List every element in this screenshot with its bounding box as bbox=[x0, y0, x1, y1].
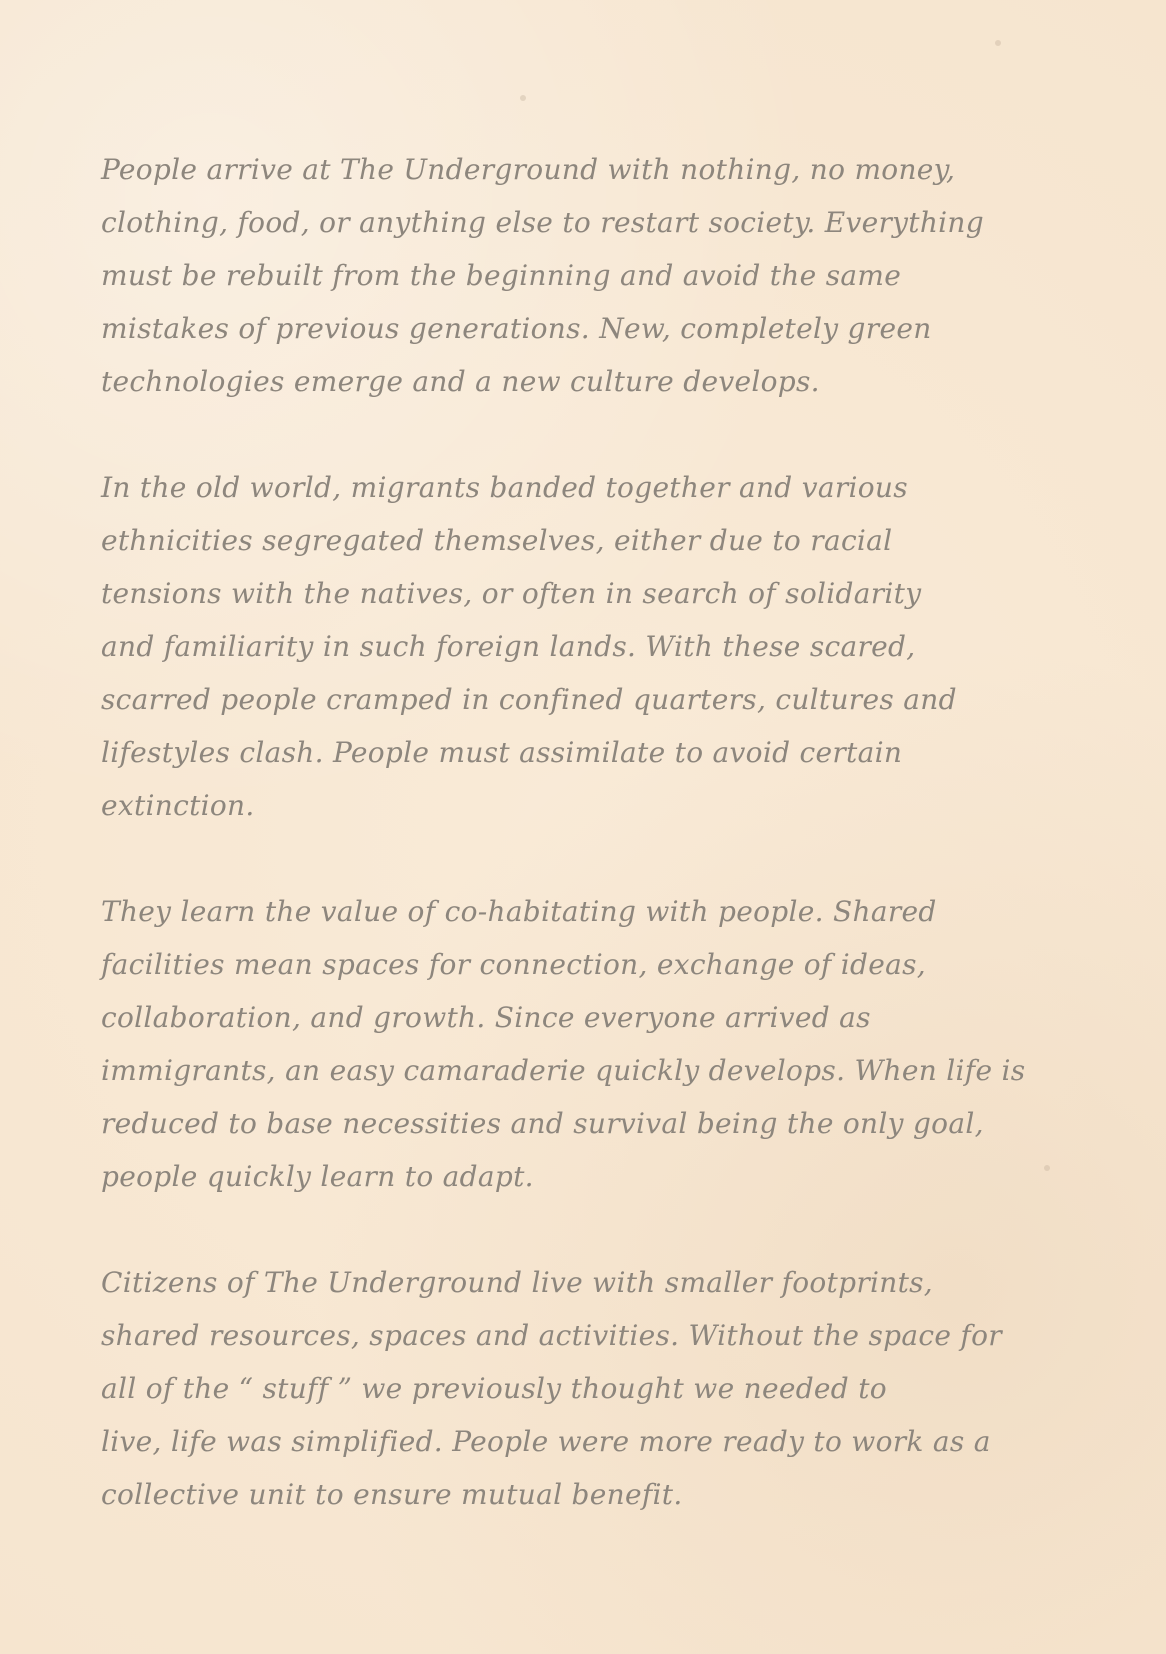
text-line: mistakes of previous generations. New, completely green bbox=[101, 312, 932, 345]
paragraph-3 bbox=[101, 885, 1081, 1203]
text-line: reduced to base necessities and survival being the only goal, bbox=[101, 1107, 984, 1140]
text-line: In the old world, migrants banded together and various bbox=[101, 471, 908, 504]
text-line: People arrive at The Underground with nothing, no money, bbox=[101, 153, 956, 186]
text-line: and familiarity in such foreign lands. With these scared, bbox=[101, 630, 916, 663]
text-line: must be rebuilt from the beginning and avoid the same bbox=[101, 259, 902, 292]
text-line: tensions with the natives, or often in search of solidarity bbox=[101, 577, 922, 610]
text-line: shared resources, spaces and activities. Without the space for bbox=[101, 1319, 1002, 1352]
paper-speck bbox=[520, 95, 526, 101]
text-line: technologies emerge and a new culture develops. bbox=[101, 365, 820, 398]
paper-speck bbox=[995, 40, 1001, 46]
text-line: live, life was simplified. People were more ready to work as a bbox=[101, 1425, 991, 1458]
text-line: ethnicities segregated themselves, either due to racial bbox=[101, 524, 893, 557]
text-line: scarred people cramped in confined quarters, cultures and bbox=[101, 683, 957, 716]
text-line: clothing, food, or anything else to restart society. Everything bbox=[101, 206, 984, 239]
paragraph-2 bbox=[101, 461, 1081, 832]
text-line: collaboration, and growth. Since everyone arrived as bbox=[101, 1001, 871, 1034]
document-body bbox=[101, 143, 1081, 1574]
text-line: They learn the value of co-habitating with people. Shared bbox=[101, 895, 937, 928]
text-line: immigrants, an easy camaraderie quickly develops. When life is bbox=[101, 1054, 1026, 1087]
text-line: Citizens of The Underground live with smaller footprints, bbox=[101, 1266, 934, 1299]
text-line: collective unit to ensure mutual benefit. bbox=[101, 1478, 683, 1511]
paragraph-1 bbox=[101, 143, 1081, 408]
text-line: lifestyles clash. People must assimilate to avoid certain bbox=[101, 736, 903, 769]
text-line: people quickly learn to adapt. bbox=[101, 1160, 534, 1193]
text-line: extinction. bbox=[101, 789, 255, 822]
text-line: facilities mean spaces for connection, exchange of ideas, bbox=[101, 948, 926, 981]
paragraph-4 bbox=[101, 1256, 1081, 1521]
text-line: all of the “ stuff ” we previously thought we needed to bbox=[101, 1372, 887, 1405]
